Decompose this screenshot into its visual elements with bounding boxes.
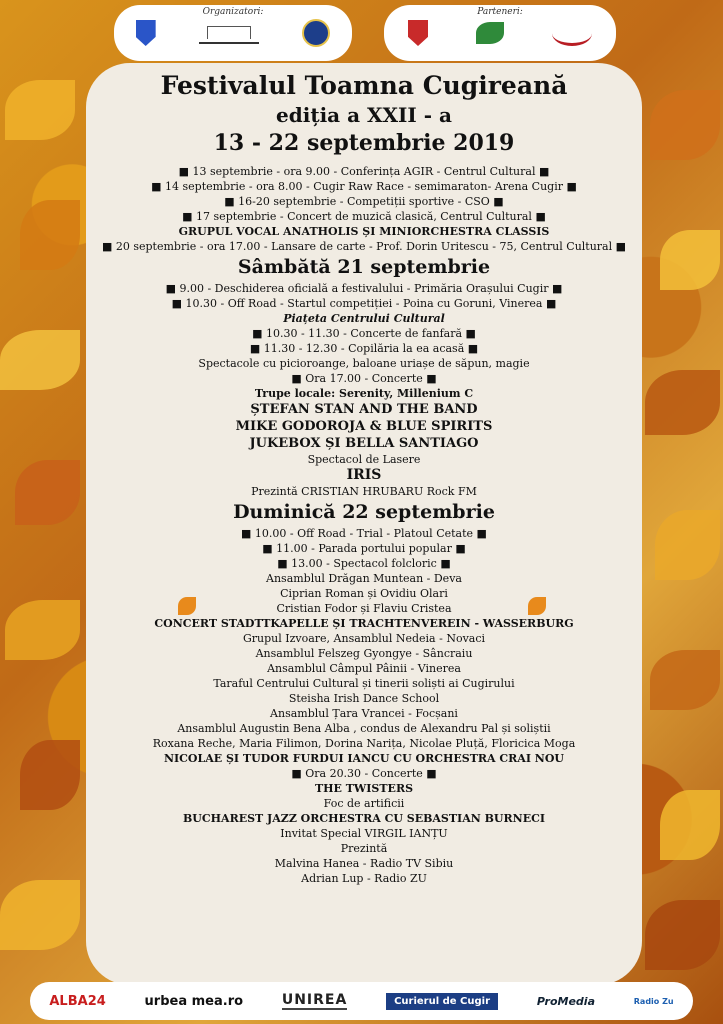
sunday-line: ■ 11.00 - Parada portului popular ■: [262, 542, 466, 555]
saturday-heading: Sâmbătă 21 septembrie: [237, 256, 491, 278]
urbea-mea-logo: urbea mea.ro: [144, 993, 244, 1009]
saturday-line: ■ 11.30 - 12.30 - Copilăria la ea acasă ■: [249, 342, 479, 355]
sunday-line: NICOLAE ȘI TUDOR FURDUI IANCU CU ORCHESTRA CRAI NOU: [163, 752, 565, 765]
organizers-header: [114, 5, 352, 61]
intro-line: ■ 16-20 septembrie - Competiții sportive - CSO ■: [224, 195, 504, 208]
sunday-heading: Duminică 22 septembrie: [233, 501, 495, 523]
festival-title: Festivalul Toamna Cugireană: [160, 71, 568, 100]
sunday-line: Foc de artificii: [323, 797, 405, 810]
sunday-line: ■ 10.00 - Off Road - Trial - Platoul Cetate ■: [241, 527, 487, 540]
saturday-line: Piațeta Centrului Cultural: [283, 312, 445, 325]
sunday-line: BUCHAREST JAZZ ORCHESTRA CU SEBASTIAN BURNECI: [183, 812, 545, 825]
saturday-line: ■ 9.00 - Deschiderea oficială a festivalului - Primăria Orașului Cugir ■: [165, 282, 563, 295]
alba-county-coat-of-arms-icon: [408, 20, 428, 46]
saturday-line: ■ 10.30 - 11.30 - Concerte de fanfară ■: [252, 327, 476, 340]
saturday-headliner: ȘTEFAN STAN AND THE BAND: [250, 402, 478, 417]
sunday-line: CONCERT STADTTKAPELLE ȘI TRACHTENVEREIN - WASSERBURG: [154, 617, 574, 630]
organizers-label: Organizatori:: [202, 7, 264, 17]
radio-zu-logo: Radio Zu: [633, 996, 674, 1006]
augustin-bena-center-logo-icon: [476, 22, 504, 44]
saturday-headliner: JUKEBOX ȘI BELLA SANTIAGO: [249, 436, 479, 451]
intro-line: ■ 17 septembrie - Concert de muzică clasică, Centrul Cultural ■: [182, 210, 546, 223]
sunday-line: ■ 13.00 - Spectacol folcloric ■: [277, 557, 451, 570]
saturday-line: ■ 10.30 - Off Road - Startul competiției - Poina cu Goruni, Vinerea ■: [171, 297, 557, 310]
intro-line: GRUPUL VOCAL ANATHOLIS ȘI MINIORCHESTRA CLASSIS: [178, 225, 550, 238]
intro-line: ■ 13 septembrie - ora 9.00 - Conferința AGIR - Centrul Cultural ■: [178, 165, 550, 178]
sunday-line: Roxana Reche, Maria Filimon, Dorina Narița, Nicolae Pluță, Floricica Moga: [152, 737, 576, 750]
curierul-de-cugir-logo: Curierul de Cugir: [386, 993, 498, 1010]
sunday-line: Ansamblul Drăgan Muntean - Deva: [266, 572, 462, 585]
partners-label: Parteneri:: [477, 7, 523, 17]
organizer-emblem-icon: [302, 19, 330, 47]
festival-dates: 13 - 22 septembrie 2019: [213, 130, 515, 156]
intro-line: ■ 20 septembrie - ora 17.00 - Lansare de carte - Prof. Dorin Uritescu - 75, Centrul Cultural ■: [101, 240, 627, 253]
sunday-line: Ansamblul Felszeg Gyongye - Sâncraiu: [255, 647, 473, 660]
alba24-logo: ALBA24: [49, 993, 106, 1009]
sunday-line: Ciprian Roman și Ovidiu Olari: [280, 587, 448, 600]
media-partners-footer: [30, 982, 693, 1020]
intro-line: ■ 14 septembrie - ora 8.00 - Cugir Raw Race - semimaraton- Arena Cugir ■: [151, 180, 577, 193]
sunday-line: Invitat Special VIRGIL IANȚU: [280, 827, 448, 840]
partner-book-logo-icon: [552, 21, 592, 46]
sunday-line: ■ Ora 20.30 - Concerte ■: [291, 767, 437, 780]
sunday-line: Taraful Centrului Cultural și tinerii soliști ai Cugirului: [213, 677, 515, 690]
saturday-presenter: Prezintă CRISTIAN HRUBARU Rock FM: [251, 485, 477, 498]
sunday-line: Malvina Hanea - Radio TV Sibiu: [274, 857, 454, 870]
saturday-line: ■ Ora 17.00 - Concerte ■: [291, 372, 437, 385]
promedia-logo: ProMedia: [536, 994, 595, 1008]
saturday-line: Trupe locale: Serenity, Millenium C: [254, 387, 474, 400]
iris-headliner: IRIS: [346, 467, 382, 483]
sunday-line: Ansamblul Câmpul Pâinii - Vinerea: [267, 662, 461, 675]
saturday-headliner: MIKE GODOROJA & BLUE SPIRITS: [235, 419, 493, 434]
sunday-line: Grupul Izvoare, Ansamblul Nedeia - Novaci: [242, 632, 486, 645]
partners-header: [384, 5, 616, 61]
sunday-line: Ansamblul Țara Vrancei - Focșani: [270, 707, 458, 720]
sunday-line: Ansamblul Augustin Bena Alba , condus de Alexandru Pal și soliștii: [177, 722, 551, 735]
sunday-line: Adrian Lup - Radio ZU: [301, 872, 427, 885]
sunday-line: Steisha Irish Dance School: [288, 692, 440, 705]
cultural-center-logo-icon: [199, 22, 259, 44]
laser-show-line: Spectacol de Lasere: [307, 453, 421, 466]
saturday-line: Spectacole cu picioroange, baloane uriașe de săpun, magie: [198, 357, 530, 370]
sunday-line: Prezintă: [340, 842, 388, 855]
program-content: [86, 70, 642, 886]
unirea-logo: UNIREA: [281, 992, 348, 1008]
sunday-line: Cristian Fodor și Flaviu Cristea: [276, 602, 452, 615]
sunday-line: THE TWISTERS: [314, 782, 414, 795]
edition-subtitle: ediția a XXII - a: [276, 103, 452, 127]
cugir-coat-of-arms-icon: [136, 20, 156, 46]
